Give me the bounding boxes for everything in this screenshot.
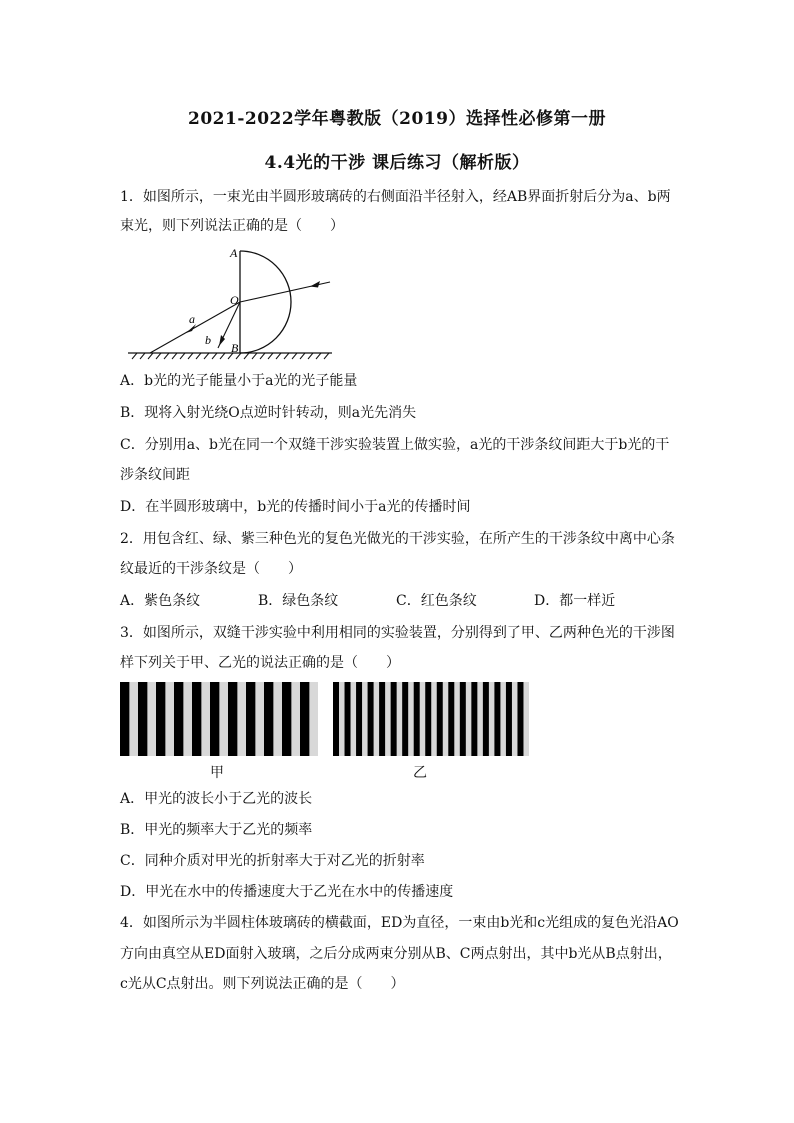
q1-option-b: B．现将入射光绕O点逆时针转动，则a光先消失 (120, 405, 417, 421)
yi-dark-fringe (402, 682, 408, 756)
q3-stem-line-1: 3．如图所示，双缝干涉实验中利用相同的实验装置，分别得到了甲、乙两种色光的干涉图 (120, 625, 675, 641)
q1-label-a: a (189, 312, 195, 326)
yi-dark-fringe (368, 682, 374, 756)
yi-dark-fringe (391, 682, 397, 756)
q3-option-c: C．同种介质对甲光的折射率大于对乙光的折射率 (120, 853, 425, 869)
jia-dark-fringe (192, 682, 201, 756)
yi-dark-fringe (448, 682, 454, 756)
q3-caption-yi: 乙 (413, 765, 427, 781)
q4-stem-line-2: 方向由真空从ED面射入玻璃，之后分成两束分别从B、C两点射出，其中b光从B点射出， (120, 946, 672, 962)
yi-dark-fringe (494, 682, 500, 756)
q3-option-b: B．甲光的频率大于乙光的频率 (120, 822, 313, 838)
q2-stem-line-2: 纹最近的干涉条纹是（ ） (120, 561, 302, 577)
q2-option-a: A．紫色条纹 (120, 593, 201, 609)
q3-caption-jia: 甲 (210, 765, 224, 781)
yi-dark-fringe (437, 682, 443, 756)
q3-option-a: A．甲光的波长小于乙光的波长 (120, 791, 313, 807)
yi-dark-fringe (356, 682, 362, 756)
q1-stem-line-2: 束光，则下列说法正确的是（ ） (120, 218, 344, 234)
yi-dark-fringe (379, 682, 385, 756)
q1-option-d: D．在半圆形玻璃中，b光的传播时间小于a光的传播时间 (120, 499, 471, 515)
yi-dark-fringe (483, 682, 489, 756)
q3-option-d: D．甲光在水中的传播速度大于乙光在水中的传播速度 (120, 884, 454, 900)
jia-dark-fringe (174, 682, 183, 756)
q1-label-B: B (231, 341, 239, 355)
q3-stem-line-2: 样下列关于甲、乙光的说法正确的是（ ） (120, 655, 400, 671)
yi-dark-fringe (471, 682, 477, 756)
q1-stem-line-1: 1．如图所示，一束光由半圆形玻璃砖的右侧面沿半径射入，经AB界面折射后分为a、b两 (120, 189, 671, 205)
q3-fringe-pattern-jia (120, 682, 318, 756)
q4-stem-line-1: 4．如图所示为半圆柱体玻璃砖的横截面，ED为直径，一束由b光和c光组成的复色光沿AO (120, 915, 679, 931)
jia-dark-fringe (282, 682, 291, 756)
yi-dark-fringe (517, 682, 523, 756)
q1-option-c-line-2: 涉条纹间距 (120, 467, 190, 483)
yi-dark-fringe (460, 682, 466, 756)
document-title-line-1: 2021-2022学年粤教版（2019）选择性必修第一册 (188, 109, 606, 129)
document-title-line-2: 4.4光的干涉 课后练习（解析版） (264, 153, 530, 173)
jia-dark-fringe (300, 682, 309, 756)
q2-option-b: B．绿色条纹 (258, 593, 339, 609)
yi-dark-fringe (425, 682, 431, 756)
yi-dark-fringe (414, 682, 420, 756)
q1-option-c-line-1: C．分别用a、b光在同一个双缝干涉实验装置上做实验，a光的干涉条纹间距大于b光的干 (120, 437, 670, 453)
q2-option-c: C．红色条纹 (396, 593, 477, 609)
yi-dark-fringe (333, 682, 339, 756)
q1-label-O: O (230, 293, 239, 307)
jia-dark-fringe (120, 682, 129, 756)
jia-dark-fringe (156, 682, 165, 756)
jia-dark-fringe (228, 682, 237, 756)
jia-dark-fringe (210, 682, 219, 756)
q1-option-a: A．b光的光子能量小于a光的光子能量 (120, 373, 358, 389)
q2-option-d: D．都一样近 (534, 593, 616, 609)
q4-stem-line-3: c光从C点射出。则下列说法正确的是（ ） (120, 976, 405, 992)
jia-dark-fringe (246, 682, 255, 756)
q2-stem-line-1: 2．用包含红、绿、紫三种色光的复色光做光的干涉实验，在所产生的干涉条纹中离中心条 (120, 531, 675, 547)
q1-semicircle-diagram (120, 240, 340, 365)
q3-fringe-pattern-yi (333, 682, 529, 756)
yi-dark-fringe (345, 682, 351, 756)
jia-dark-fringe (138, 682, 147, 756)
q1-label-b: b (205, 333, 211, 347)
yi-dark-fringe (506, 682, 512, 756)
q1-label-A: A (230, 246, 238, 260)
jia-dark-fringe (264, 682, 273, 756)
